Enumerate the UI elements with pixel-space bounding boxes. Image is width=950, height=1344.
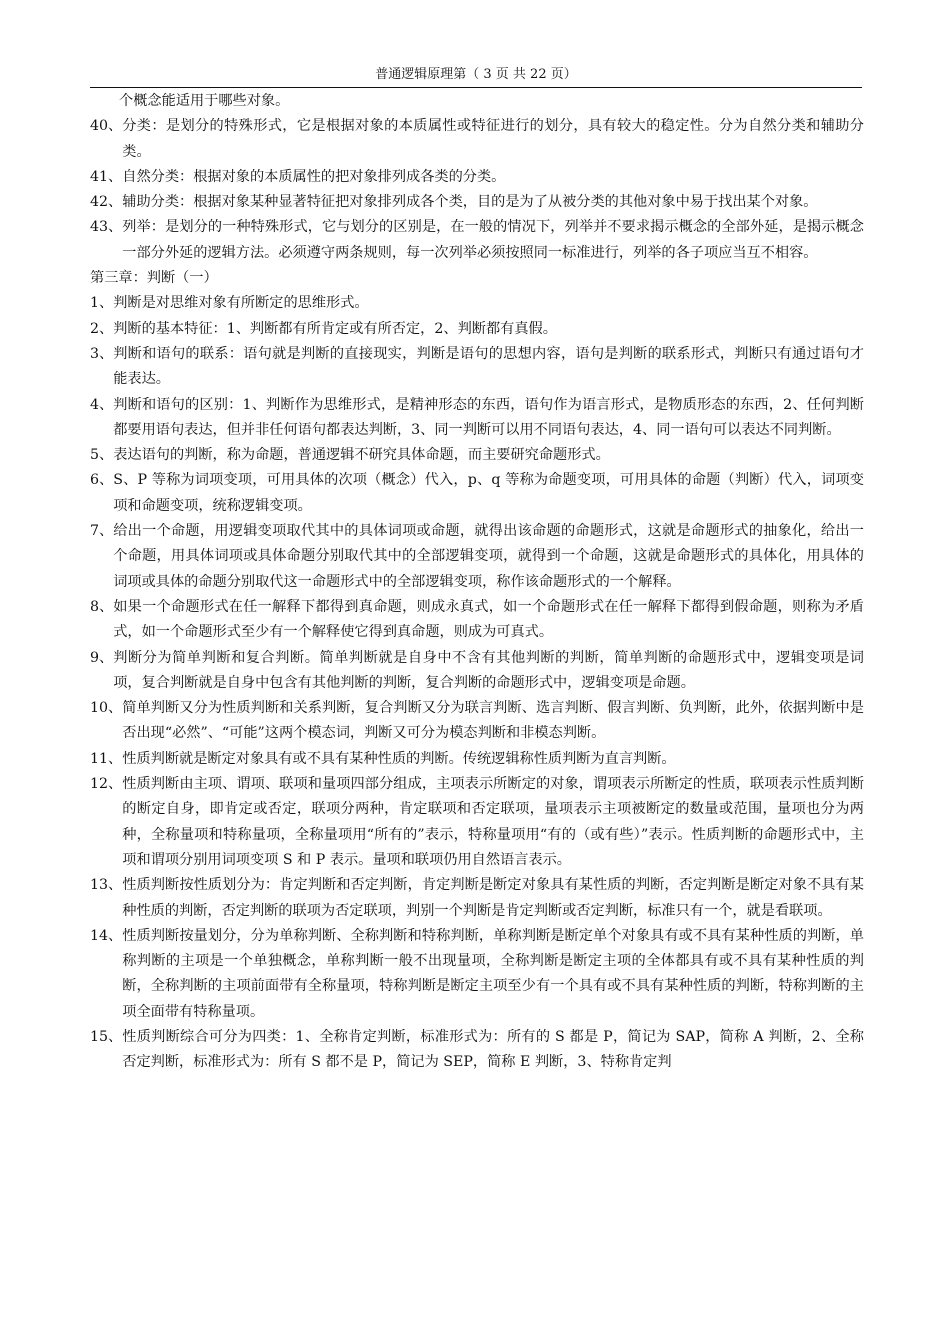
item-number: 14、: [90, 927, 123, 944]
item-text: 判断是对思维对象有所断定的思维形式。: [113, 295, 369, 312]
item-text: 性质判断按性质划分为：肯定判断和否定判断，肯定判断是断定对象具有某性质的判断，否定判断是断定对象不具有某种性质的判断，否定判断的联项为否定联项，判别一个判断是肯定判断或否定判断，标准只有一个，就是看联项。: [122, 877, 864, 919]
page-header: 普通逻辑原理第（ 3 页 共 22 页）: [375, 67, 577, 82]
item-number: 13、: [90, 877, 123, 894]
item-number: 3、: [90, 345, 114, 362]
item-text: 性质判断由主项、谓项、联项和量项四部分组成，主项表示所断定的对象，谓项表示所断定的性质，联项表示性质判断的断定自身，即肯定或否定，联项分两种，肯定联项和否定联项，量项表示主项被断定的数量或范围，量项也分为两种，全称量项和特称量项，全称量项用“所有的”表示，特称量项用“有的（或有些）”表示。性质判断的命题形式中，主项和谓项分别用词项变项 S 和 P 表示。量项和联项仍用自然语言表示。: [122, 776, 864, 868]
item-number: 40、: [90, 118, 123, 135]
list-item: [90, 114, 864, 165]
list-item: [90, 317, 864, 342]
item-number: 10、: [90, 700, 123, 717]
list-item: [90, 772, 864, 873]
item-text: 判断和语句的区别：1、判断作为思维形式，是精神形态的东西，语句作为语言形式，是物质形态的东西，2、任何判断都要用语句表达，但并非任何语句都表达判断，3、同一判断可以用不同语句表达，4、同一语句可以表达不同判断。: [113, 396, 864, 438]
item-text: 性质判断就是断定对象具有或不具有某种性质的判断。传统逻辑称性质判断为直言判断。: [122, 750, 676, 767]
header-rule: [90, 87, 862, 88]
list-item: [90, 924, 864, 1025]
list-item: [90, 873, 864, 924]
item-number: 42、: [90, 194, 123, 211]
item-number: 8、: [90, 598, 114, 615]
item-text: 表达语句的判断，称为命题，普通逻辑不研究具体命题，而主要研究命题形式。: [113, 447, 610, 464]
item-number: 4、: [90, 396, 114, 413]
list-item: [90, 646, 864, 697]
item-number: 2、: [90, 320, 114, 337]
list-item: [90, 393, 864, 444]
list-item: [90, 1025, 864, 1076]
item-text: 性质判断综合可分为四类：1、全称肯定判断，标准形式为：所有的 S 都是 P，简记为 SAP，简称 A 判断，2、全称否定判断，标准形式为：所有 S 都不是 P，简记为 SEP，简称 E 判断，3、特称肯定判: [122, 1028, 864, 1071]
list-item: [90, 443, 864, 468]
item-number: 11、: [90, 750, 123, 767]
list-item: [90, 190, 864, 215]
list-item: [90, 215, 864, 266]
item-number: 12、: [90, 776, 123, 793]
list-item: [90, 747, 864, 772]
item-number: 43、: [90, 219, 123, 236]
item-text: 给出一个命题，用逻辑变项取代其中的具体词项或命题，就得出该命题的命题形式，这就是命题形式的抽象化，给出一个命题，用具体词项或具体命题分别取代其中的全部逻辑变项，就得到一个命题，这就是命题形式的具体化，用具体的词项或具体的命题分别取代这一命题形式中的全部逻辑变项，称作该命题形式的一个解释。: [113, 523, 864, 590]
item-text: 自然分类：根据对象的本质属性的把对象排列成各类的分类。: [122, 168, 506, 185]
item-text: 简单判断又分为性质判断和关系判断，复合判断又分为联言判断、选言判断、假言判断、负判断，此外，依据判断中是否出现“必然”、“可能”这两个模态词，判断又可分为模态判断和非模态判断。: [122, 700, 864, 742]
list-item: [90, 519, 864, 595]
list-item: [90, 165, 864, 190]
list-item: [90, 468, 864, 519]
item-number: 5、: [90, 447, 114, 464]
chapter-heading: 第三章：判断（一）: [90, 270, 218, 287]
item-text: 如果一个命题形式在任一解释下都得到真命题，则成永真式，如一个命题形式在任一解释下都得到假命题，则称为矛盾式，如一个命题形式至少有一个解释使它得到真命题，则成为可真式。: [113, 598, 864, 641]
list-item: [90, 595, 864, 646]
item-text: 分类：是划分的特殊形式，它是根据对象的本质属性或特征进行的划分，具有较大的稳定性。分为自然分类和辅助分类。: [122, 118, 864, 160]
continuation-line: 个概念能适用于哪些对象。: [119, 93, 290, 109]
item-text: 判断的基本特征：1、判断都有所肯定或有所否定，2、判断都有真假。: [113, 320, 557, 337]
item-number: 7、: [90, 523, 114, 540]
item-number: 41、: [90, 168, 123, 185]
item-text: S、P 等称为词项变项，可用具体的次项（概念）代入，p、q 等称为命题变项，可用具体的命题（判断）代入，词项变项和命题变项，统称逻辑变项。: [113, 472, 864, 514]
list-item: [90, 696, 864, 747]
list-item: [90, 342, 864, 393]
item-text: 判断分为简单判断和复合判断。简单判断就是自身中不含有其他判断的判断，简单判断的命题形式中，逻辑变项是词项，复合判断就是自身中包含有其他判断的判断，复合判断的命题形式中，逻辑变项是命题。: [113, 649, 864, 691]
item-number: 6、: [90, 472, 114, 489]
item-text: 判断和语句的联系：语句就是判断的直接现实，判断是语句的思想内容，语句是判断的联系形式，判断只有通过语句才能表达。: [113, 345, 864, 388]
item-number: 15、: [90, 1028, 123, 1045]
document-body: [90, 89, 864, 1076]
item-number: 9、: [90, 649, 114, 666]
item-number: 1、: [90, 295, 114, 312]
item-text: 辅助分类：根据对象某种显著特征把对象排列成各个类，目的是为了从被分类的其他对象中易于找出某个对象。: [122, 194, 818, 211]
item-text: 列举：是划分的一种特殊形式，它与划分的区别是，在一般的情况下，列举并不要求揭示概念的全部外延，是揭示概念一部分外延的逻辑方法。必须遵守两条规则，每一次列举必须按照同一标准进行，列举的各子项应当互不相容。: [122, 219, 864, 261]
item-text: 性质判断按量划分，分为单称判断、全称判断和特称判断，单称判断是断定单个对象具有或不具有某种性质的判断，单称判断的主项是一个单独概念，单称判断一般不出现量项，全称判断是断定主项的全体都具有或不具有某种性质的判断，全称判断的主项前面带有全称量项，特称判断是断定主项至少有一个具有或不具有某种性质的判断，特称判断的主项全面带有特称量项。: [122, 927, 864, 1020]
list-item: [90, 291, 864, 316]
